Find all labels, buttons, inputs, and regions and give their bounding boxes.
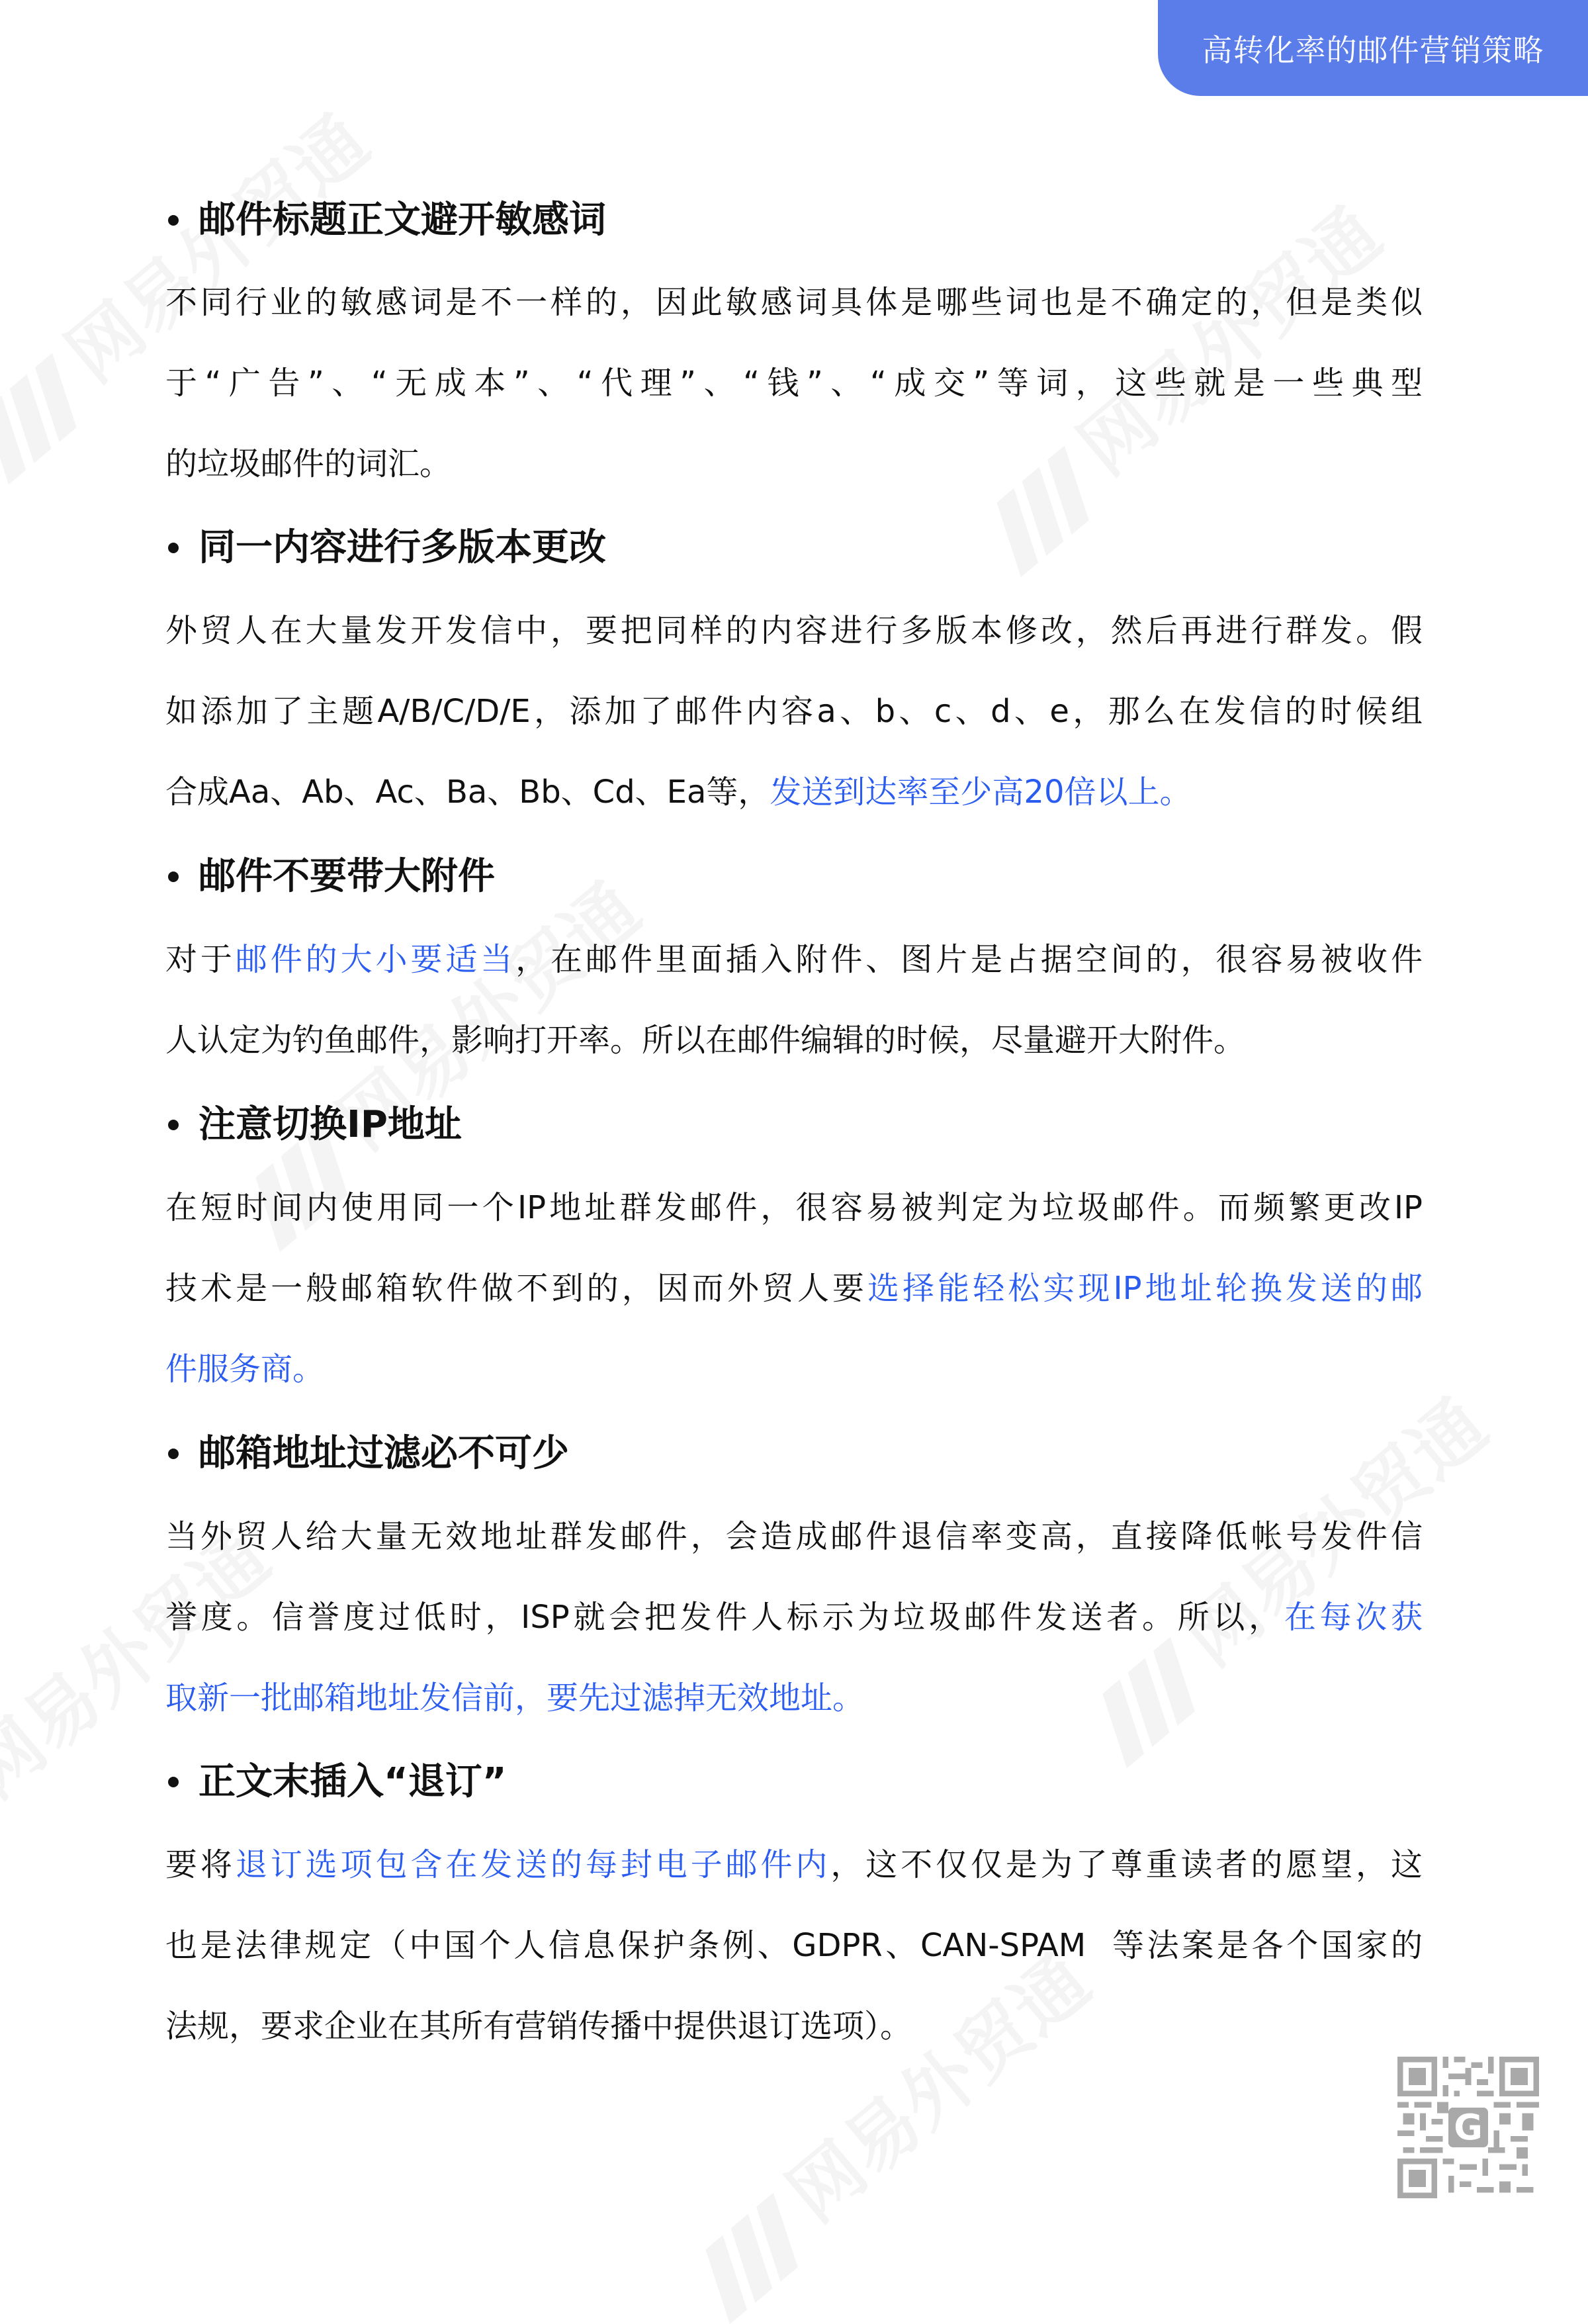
paragraph-line: 合成Aa、Ab、Ac、Ba、Bb、Cd、Ea等，发送到达率至少高20倍以上。: [165, 774, 1192, 811]
section-heading: 注意切换IP地址: [165, 1098, 1423, 1151]
highlight-link[interactable]: 件服务商。: [165, 1351, 325, 1388]
paragraph-line: 的垃圾邮件的词汇。: [165, 445, 452, 482]
document-title: 高转化率的邮件营销策略: [1202, 32, 1544, 68]
highlight-link[interactable]: 选择能轻松实现IP地址轮换发送的邮: [867, 1270, 1423, 1307]
section-heading: 邮件不要带大附件: [165, 850, 1423, 903]
highlight-link[interactable]: 取新一批邮箱地址发信前，要先过滤掉无效地址。: [165, 1679, 865, 1717]
section-paragraph: [165, 1167, 1423, 1409]
section-address-filter: [165, 1427, 1423, 1480]
paragraph-line: 也是法律规定（中国个人信息保护条例、GDPR、CAN-SPAM 等法案是各个国家的: [165, 1927, 1423, 1964]
highlight-link[interactable]: 在每次获: [1284, 1599, 1423, 1636]
paragraph-line: [165, 1658, 1423, 1738]
paragraph-line: 当外贸人给大量无效地址群发邮件，会造成邮件退信率变高，直接降低帐号发件信: [165, 1518, 1423, 1555]
netease-logo-icon: [0, 355, 96, 475]
bullet-icon: [168, 543, 179, 553]
paragraph-line: 在短时间内使用同一个IP地址群发邮件，很容易被判定为垃圾邮件。而频繁更改IP: [165, 1189, 1423, 1226]
bullet-icon: [168, 871, 179, 882]
netease-logo-icon: [694, 2195, 817, 2315]
section-paragraph: [165, 1824, 1423, 2067]
section-heading: 邮件标题正文避开敏感词: [165, 194, 1423, 247]
paragraph-line: 如添加了主题A/B/C/D/E，添加了邮件内容a、b、c、d、e，那么在发信的时候组: [165, 693, 1423, 730]
paragraph-line: 法规，要求企业在其所有营销传播中提供退订选项）。: [165, 2008, 912, 2045]
paragraph-line: [165, 1329, 1423, 1409]
section-heading: 正文末插入“退订”: [165, 1756, 1423, 1809]
paragraph-line: 要将退订选项包含在发送的每封电子邮件内，这不仅仅是为了尊重读者的愿望，这: [165, 1846, 1423, 1883]
section-sensitive-words: [165, 194, 1423, 247]
bullet-icon: [168, 1777, 179, 1787]
document-header-title-pill: [1158, 0, 1588, 96]
highlight-link[interactable]: 邮件的大小要适当: [235, 941, 516, 978]
qr-code-icon[interactable]: [1397, 2057, 1539, 2198]
paragraph-line: 不同行业的敏感词是不一样的，因此敏感词具体是哪些词也是不确定的，但是类似: [165, 284, 1423, 321]
paragraph-line: 人认定为钓鱼邮件，影响打开率。所以在邮件编辑的时候，尽量避开大附件。: [165, 1022, 1246, 1059]
bullet-icon: [168, 1120, 179, 1130]
section-paragraph: [165, 262, 1423, 504]
paragraph-line: 于“广告”、“无成本”、“代理”、“钱”、“成交”等词，这些就是一些典型: [165, 365, 1423, 402]
paragraph-line: 技术是一般邮箱软件做不到的，因而外贸人要选择能轻松实现IP地址轮换发送的邮: [165, 1270, 1423, 1307]
section-paragraph: [165, 590, 1423, 832]
section-unsubscribe: [165, 1756, 1423, 1809]
section-multi-version: [165, 521, 1423, 574]
highlight-link[interactable]: 退订选项包含在发送的每封电子邮件内: [235, 1846, 831, 1883]
section-attachments: [165, 850, 1423, 903]
paragraph-line: 外贸人在大量发开发信中，要把同样的内容进行多版本修改，然后再进行群发。假: [165, 612, 1423, 649]
section-paragraph: [165, 919, 1423, 1081]
section-paragraph: [165, 1496, 1423, 1738]
paragraph-line: 对于邮件的大小要适当，在邮件里面插入附件、图片是占据空间的，很容易被收件: [165, 941, 1423, 978]
section-heading: 邮箱地址过滤必不可少: [165, 1427, 1423, 1480]
highlight-link[interactable]: 发送到达率至少高20倍以上。: [770, 774, 1192, 811]
paragraph-line: 誉度。信誉度过低时，ISP就会把发件人标示为垃圾邮件发送者。所以，在每次获: [165, 1599, 1423, 1636]
bullet-icon: [168, 215, 179, 226]
bullet-icon: [168, 1449, 179, 1459]
section-heading: 同一内容进行多版本更改: [165, 521, 1423, 574]
section-ip-switch: [165, 1098, 1423, 1151]
svg-text:G: G: [1454, 2106, 1483, 2148]
